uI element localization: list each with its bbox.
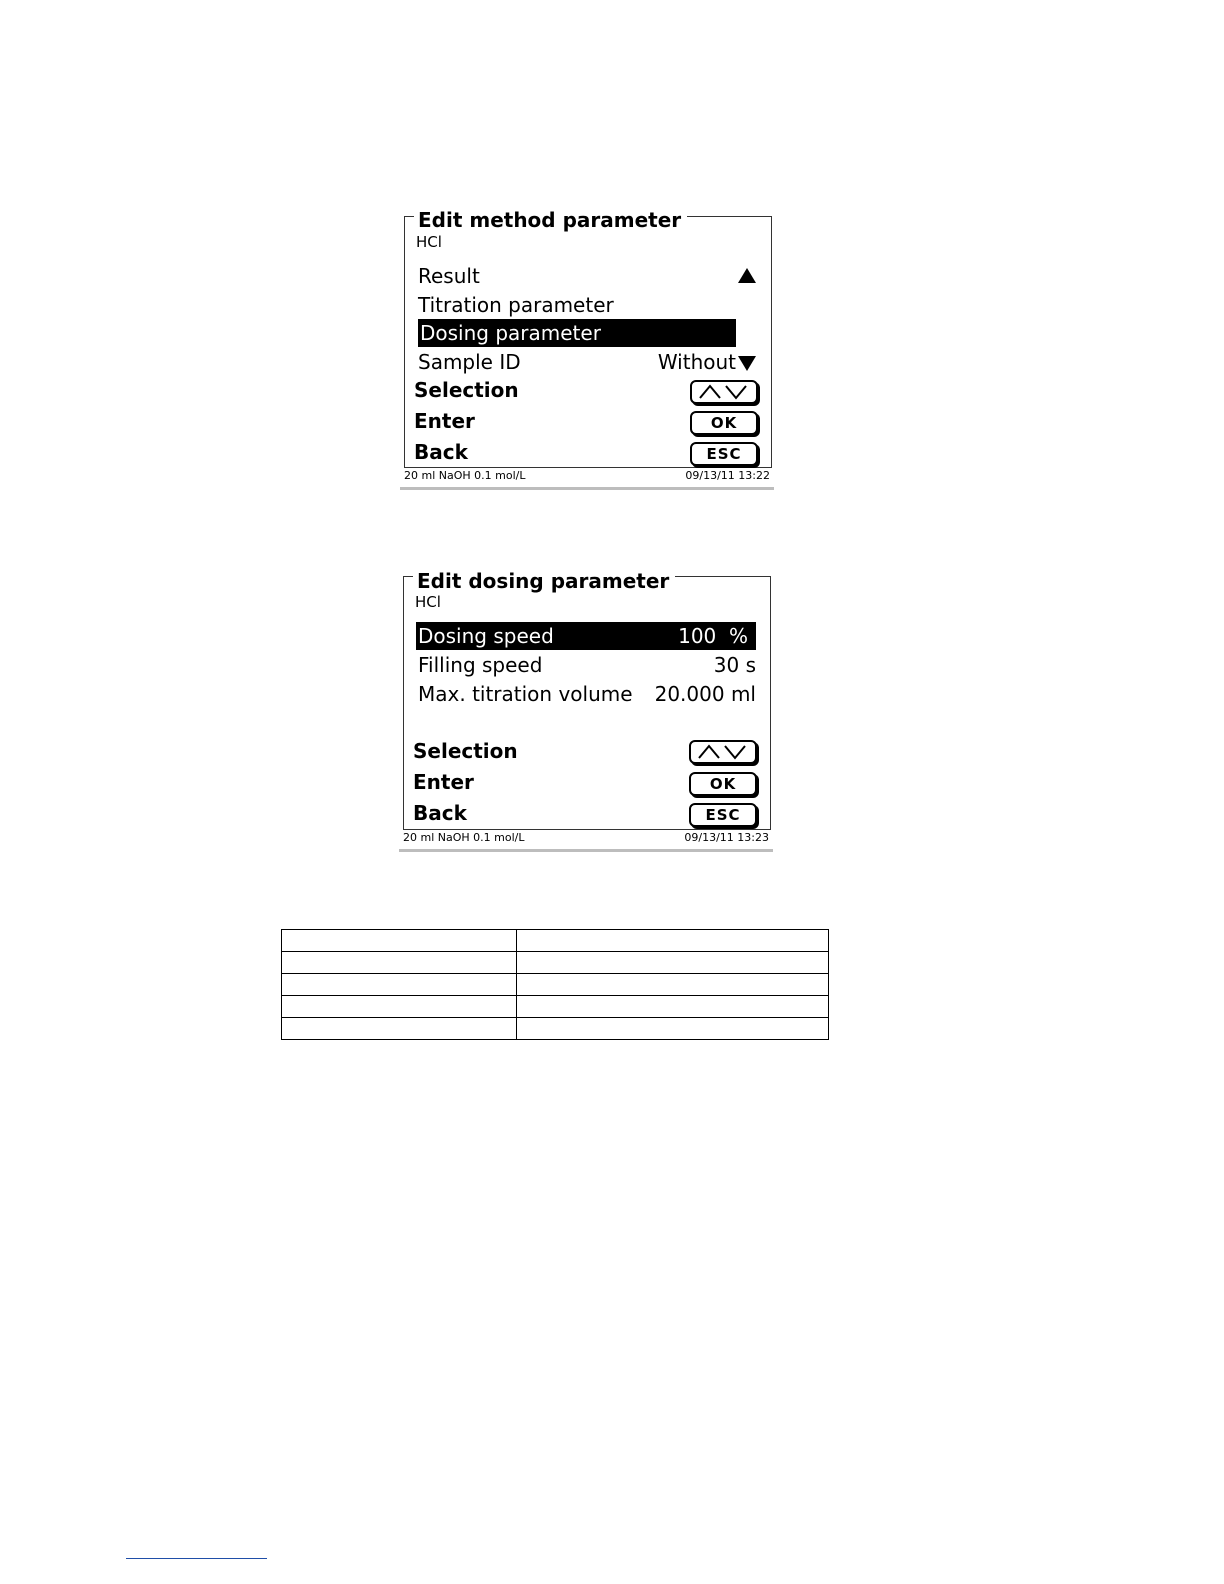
table-row	[282, 1018, 829, 1040]
menu-item-value: Without	[657, 350, 736, 374]
status-bar	[400, 467, 774, 490]
param-label: Dosing speed	[418, 624, 554, 648]
menu-item-dosing-parameter[interactable]	[418, 319, 736, 347]
ok-key[interactable]: OK	[690, 411, 758, 435]
dosing-parameter-screen	[397, 568, 775, 852]
table-cell	[282, 974, 517, 996]
status-datetime: 09/13/11 13:23	[684, 831, 769, 844]
esc-key[interactable]: ESC	[690, 442, 758, 466]
menu-item-titration-parameter[interactable]	[416, 291, 736, 319]
param-label: Max. titration volume	[418, 682, 633, 706]
method-parameter-screen	[398, 208, 776, 490]
status-reagent: 20 ml NaOH 0.1 mol/L	[404, 469, 526, 482]
table-row	[282, 952, 829, 974]
selection-key[interactable]	[689, 740, 757, 764]
back-label: Back	[413, 801, 467, 825]
footnote-separator	[126, 1558, 267, 1559]
param-label: Filling speed	[418, 653, 543, 677]
selection-key[interactable]	[690, 380, 758, 404]
param-value: 20.000 ml	[654, 682, 756, 706]
menu-item-label: Titration parameter	[418, 293, 614, 317]
ok-key[interactable]: OK	[689, 772, 757, 796]
status-datetime: 09/13/11 13:22	[685, 469, 770, 482]
param-dosing-speed[interactable]	[416, 622, 756, 650]
parameter-table	[281, 929, 829, 1040]
table-cell	[517, 930, 829, 952]
param-value: 30 s	[713, 653, 756, 677]
back-label: Back	[414, 440, 468, 464]
table-row	[282, 974, 829, 996]
param-max-titration-volume[interactable]	[416, 680, 756, 708]
menu-item-label: Dosing parameter	[420, 321, 601, 345]
table-cell	[282, 996, 517, 1018]
scroll-up-icon	[738, 268, 756, 283]
table-cell	[282, 930, 517, 952]
status-reagent: 20 ml NaOH 0.1 mol/L	[403, 831, 525, 844]
table-row	[282, 996, 829, 1018]
screen-title: Edit method parameter	[414, 209, 687, 231]
table-cell	[282, 952, 517, 974]
menu-item-sample-id[interactable]	[416, 348, 736, 376]
table-cell	[517, 996, 829, 1018]
enter-label: Enter	[414, 409, 475, 433]
table-cell	[282, 1018, 517, 1040]
param-value: 100 %	[678, 624, 748, 648]
scroll-down-icon	[738, 356, 756, 371]
method-name: HCl	[415, 593, 441, 611]
menu-item-label: Result	[418, 264, 480, 288]
method-name: HCl	[416, 233, 442, 251]
esc-key[interactable]: ESC	[689, 803, 757, 827]
table-cell	[517, 952, 829, 974]
up-down-icon	[697, 384, 751, 400]
status-bar	[399, 829, 773, 852]
selection-label: Selection	[413, 739, 518, 763]
table-cell	[517, 974, 829, 996]
menu-item-label: Sample ID	[418, 350, 521, 374]
screen-title: Edit dosing parameter	[413, 570, 675, 592]
menu-item-result[interactable]	[416, 262, 736, 290]
selection-label: Selection	[414, 378, 519, 402]
up-down-icon	[696, 744, 750, 760]
table-row	[282, 930, 829, 952]
table-cell	[517, 1018, 829, 1040]
enter-label: Enter	[413, 770, 474, 794]
param-filling-speed[interactable]	[416, 651, 756, 679]
